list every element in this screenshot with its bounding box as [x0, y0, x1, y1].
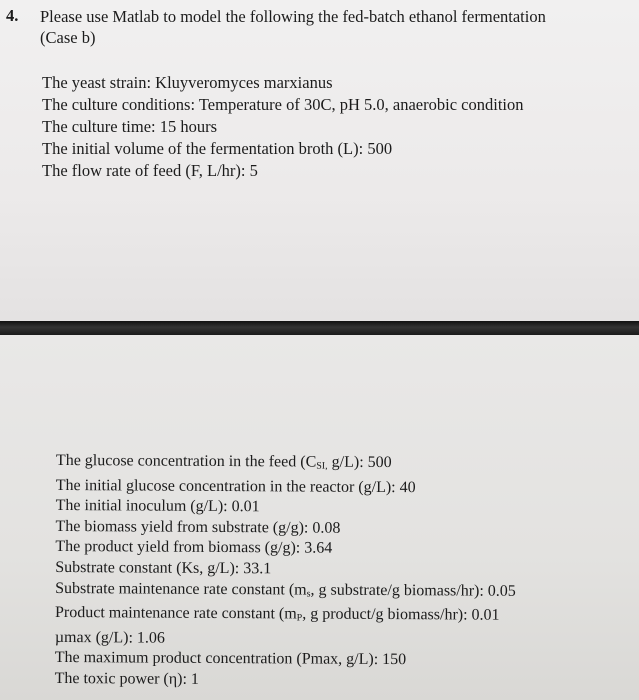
bottom-parameter-list — [55, 451, 517, 692]
substrate-maintenance-line — [55, 579, 516, 606]
culture-time-line: The culture time: 15 hours — [42, 117, 218, 136]
substrate-maintenance-text: Substrate maintenance rate constant (m — [55, 579, 307, 599]
feed-glucose-line — [56, 451, 517, 478]
feed-flow-rate-line: The flow rate of feed (F, L/hr): 5 — [42, 161, 258, 180]
product-yield-line: The product yield from biomass (g/g): 3.64 — [55, 538, 333, 558]
umax-line: µmax (g/L): 1.06 — [54, 628, 166, 647]
question-number: 4. — [6, 6, 19, 25]
product-maintenance-text: Product maintenance rate constant (m — [54, 604, 297, 623]
question-title — [40, 6, 630, 48]
product-maintenance-value: , g product/g biomass/hr): 0.01 — [302, 605, 500, 624]
substrate-maintenance-subscript: s — [306, 588, 311, 600]
reactor-glucose-line: The initial glucose concentration in the reactor (g/L): 40 — [55, 476, 416, 496]
feed-glucose-value: g/L): 500 — [327, 453, 392, 472]
initial-volume-line: The initial volume of the fermentation broth (L): 500 — [42, 139, 393, 158]
biomass-yield-line: The biomass yield from substrate (g/g): 0.08 — [55, 517, 341, 537]
initial-inoculum-line: The initial inoculum (g/L): 0.01 — [55, 497, 260, 516]
question-title-line-2: (Case b) — [40, 28, 96, 47]
photo-divider-band — [0, 321, 639, 335]
feed-glucose-text: The glucose concentration in the feed (C — [55, 451, 317, 471]
product-maintenance-subscript: P — [296, 612, 303, 624]
substrate-maintenance-value: , g substrate/g biomass/hr): 0.05 — [310, 581, 516, 600]
substrate-constant-line: Substrate constant (Ks, g/L): 33.1 — [55, 558, 272, 578]
culture-conditions-line: The culture conditions: Temperature of 30C, pH 5.0, anaerobic condition — [42, 95, 524, 114]
toxic-power-line: The toxic power (η): 1 — [54, 669, 199, 688]
top-parameter-list — [42, 72, 524, 182]
question-title-line-1: Please use Matlab to model the following the fed-batch ethanol fermentation — [40, 7, 546, 26]
product-maintenance-line — [55, 603, 516, 630]
max-product-line: The maximum product concentration (Pmax, g/L): 150 — [54, 649, 407, 669]
yeast-strain-line: The yeast strain: Kluyveromyces marxianus — [42, 73, 333, 92]
feed-glucose-subscript: SI, — [316, 460, 328, 472]
